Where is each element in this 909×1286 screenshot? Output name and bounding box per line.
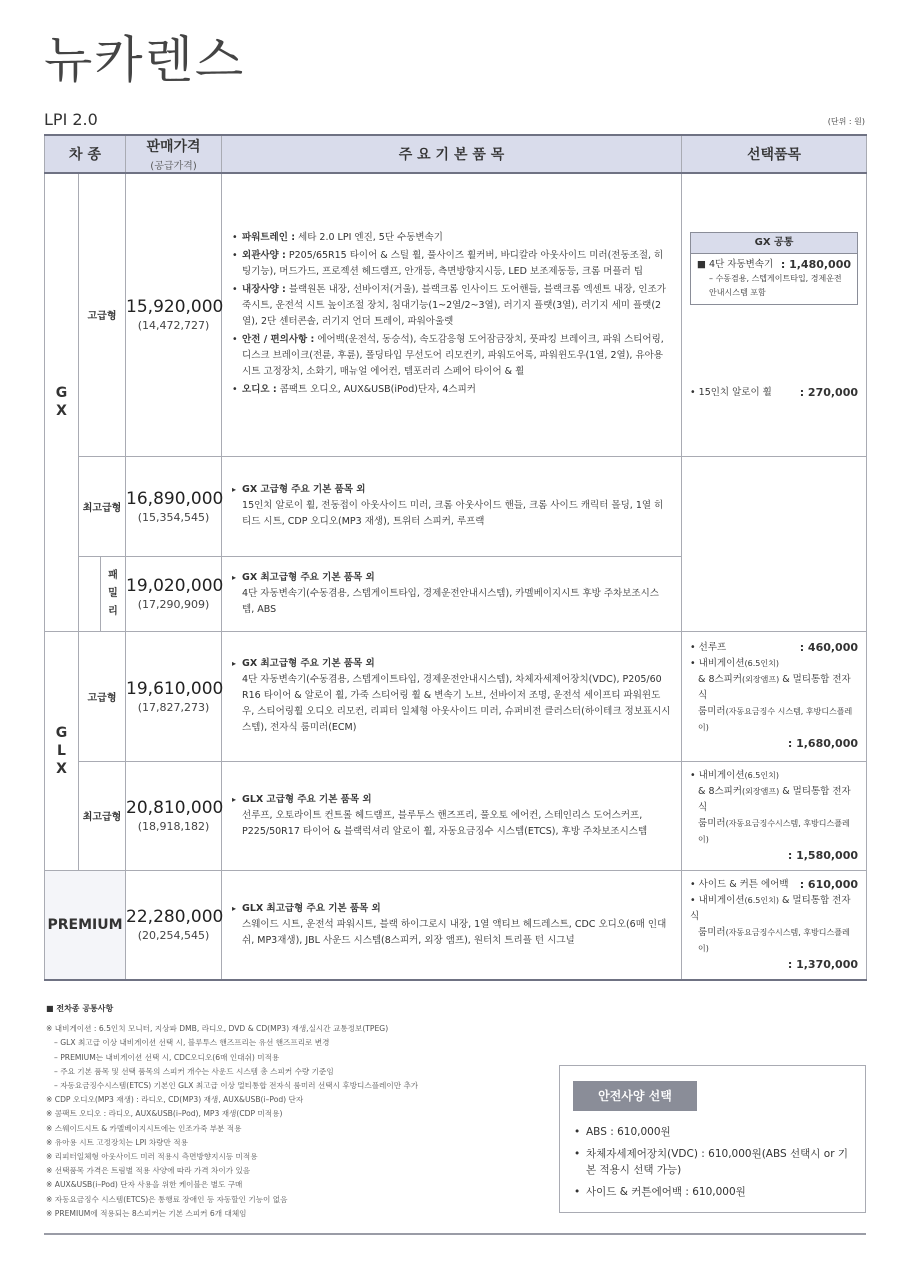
note-line: ※ 콤팩트 오디오 : 라디오, AUX&USB(i–Pod), MP3 재생(CDP 미적용) [46, 1109, 283, 1119]
note-line: – PREMIUM는 내비게이션 선택 시, CDC오디오(6매 인대쉬) 미적용 [54, 1052, 280, 1062]
supply-price: (18,918,182) [137, 820, 210, 833]
trim-cell-family: 패 밀 리 [101, 556, 126, 631]
note-line: ※ 선택품목 가격은 트림별 적용 사양에 따라 가격 차이가 있음 [46, 1166, 251, 1176]
nav-total-price: : 1,370,000 [787, 957, 859, 971]
list-item: • 내장사양 : 블랙원톤 내장, 선바이저(거울), 블랙크롬 인사이드 도어핸들, 블랙크롬 엑센트 내장, 인조가죽시트, 운전석 시트 높이조절 장치, 침대기능(1~2열/2~3열), 러기지 플랫(3열), 러기지 세미 플랫(2열), 2단 센터콘솔, 러기지 언더 트레이, 파워아울렛 [232, 282, 671, 330]
options-cell: • 내비게이션(6.5인치) & 8스피커(외장앰프) & 멀티통합 전자식 룸미러(자동요금징수시스템, 후방디스플레이) : 1,580,000 [682, 761, 867, 870]
header-options: 선택품목 [682, 135, 867, 173]
sunroof-price: : 460,000 [799, 641, 859, 654]
supply-price: (20,254,545) [137, 929, 210, 943]
note-line: ※ 리피터일체형 아웃사이드 미러 적용시 측면방향지시등 미적용 [46, 1152, 258, 1162]
curtain-airbag-price: : 610,000 [799, 877, 859, 891]
items-head: ▸ GX 최고급형 주요 기본 품목 외 [232, 656, 671, 672]
note-line: – GLX 최고급 이상 내비게이션 선택 시, 블루투스 핸즈프리는 유선 핸즈프리로 변경 [54, 1038, 330, 1048]
note-line: ※ CDP 오디오(MP3 재생) : 라디오, CD(MP3) 재생, AUX&USB(i–Pod) 단자 [46, 1095, 304, 1105]
sunroof-option: • 선루프 [690, 642, 727, 653]
trim-cell: 고급형 [79, 631, 126, 761]
table-row [45, 456, 867, 556]
curtain-airbag-option: • 사이드 & 커튼 에어백 [690, 878, 789, 890]
list-item: • 사이드 & 커튼에어백 : 610,000원 [574, 1184, 855, 1200]
note-line: – 주요 기본 품목 및 선택 품목의 스피커 개수는 사운드 시스템 총 스피커 수량 기준임 [54, 1066, 334, 1076]
supply-price: (14,472,727) [137, 319, 210, 333]
sale-price: 16,890,000 [126, 488, 224, 509]
price-cell [126, 173, 222, 456]
price-cell [126, 761, 222, 870]
table-row [45, 173, 867, 456]
list-item: • ABS : 610,000원 [574, 1124, 855, 1140]
options-cell: • 사이드 & 커튼 에어백 : 610,000 • 내비게이션(6.5인치) & 멀티통합 전자식 룸미러(자동요금징수시스템, 후방디스플레이) : 1,370,000 [682, 870, 867, 980]
engine-subtitle: LPI 2.0 [44, 110, 98, 129]
nav-option: • 내비게이션 [690, 769, 745, 781]
model-premium: PREMIUM [45, 870, 126, 980]
items-body: 4단 자동변속기(수동겸용, 스텝게이트타입, 경제운전안내시스템), 카멜베이지시트 후방 주차보조시스템, ABS [242, 587, 659, 615]
nav-total-price: : 1,680,000 [787, 737, 859, 750]
model-gx: G X [45, 173, 79, 631]
supply-price: (15,354,545) [137, 510, 210, 524]
options-cell: • 선루프 : 460,000 • 내비게이션(6.5인치) & 8스피커(외장앰프) & 멀티통합 전자식 룸미러(자동요금징수 시스템, 후방디스플레이) : 1,680,000 [682, 631, 867, 761]
sale-price: 22,280,000 [126, 907, 224, 928]
price-table [44, 134, 867, 981]
model-glx: G L X [45, 631, 79, 870]
options-cell-empty [682, 456, 867, 631]
safety-title: 안전사양 선택 [573, 1081, 697, 1111]
list-item: • 파워트레인 : 세타 2.0 LPI 엔진, 5단 수동변속기 [232, 230, 671, 246]
table-row [45, 761, 867, 870]
list-item: • 오디오 : 콤팩트 오디오, AUX&USB(iPod)단자, 4스피커 [232, 382, 671, 398]
items-cell [222, 631, 682, 761]
list-item: • 외관사양 : P205/65R15 타이어 & 스틸 휠, 풀사이즈 휠커버, 바디칼라 아웃사이드 미러(전동조절, 히팅기능), 머드가드, 프로젝션 헤드램프, 안개등, 측면방향지시등, LED 보조제동등, 크롬 머플러 팁 [232, 248, 671, 280]
supply-price: (17,827,273) [137, 700, 210, 714]
table-row [45, 870, 867, 980]
supply-price: (17,290,909) [137, 598, 210, 611]
price-cell [126, 631, 222, 761]
gx-wheel-option: • 15인치 알로이 휠 [690, 387, 772, 399]
gx-wheel-price: : 270,000 [799, 386, 859, 400]
items-head: ▸ GLX 최고급형 주요 기본 품목 외 [232, 901, 671, 917]
note-line: – 자동요금징수시스템(ETCS) 기본인 GLX 최고급 이상 멀티통합 전자식 룸미러 선택시 후방디스플레이만 추가 [54, 1081, 419, 1091]
gx-common-item: ■ 4단 자동변속기 [697, 259, 774, 271]
header-trim: 차 종 [45, 135, 126, 173]
header-items: 주 요 기 본 품 목 [222, 135, 682, 173]
trim-cell: 고급형 [79, 173, 126, 456]
items-body: 선루프, 오토라이트 컨트롤 헤드램프, 블루투스 핸즈프리, 풀오토 에어컨, 스테인리스 도어스커프, P225/50R17 타이어 & 블랙럭셔리 알로이 휠, 자동요금징수 시스템(ETCS), 후방 주차보조시스템 [242, 809, 648, 837]
table-row [45, 631, 867, 761]
list-item: • 차체자세제어장치(VDC) : 610,000원(ABS 선택시 or 기본 적용시 선택 가능) [574, 1146, 855, 1178]
note-line: ※ 유아용 시트 고정장치는 LPI 차량만 적용 [46, 1137, 188, 1147]
note-line: ※ PREMIUM에 적용되는 8스피커는 기본 스피커 6개 대체임 [46, 1208, 247, 1218]
bottom-divider [44, 1233, 866, 1235]
trim-cell: 최고급형 [79, 761, 126, 870]
trim-indent [79, 556, 101, 631]
header-price-sub: (공급가격) [150, 161, 197, 172]
items-cell [222, 761, 682, 870]
gx-common-title: GX 공통 [691, 233, 857, 254]
gx-common-price: : 1,480,000 [780, 258, 852, 272]
note-line: ※ 내비게이션 : 6.5인치 모니터, 지상파 DMB, 라디오, DVD & CD(MP3) 재생,실시간 교통정보(TPEG) [46, 1024, 389, 1034]
items-body: 스웨이드 시트, 운전석 파워시트, 블랙 하이그로시 내장, 1열 액티브 헤드레스트, CDC 오디오(6매 인대쉬, MP3재생), JBL 사운드 시스템(8스피커, 외장 앰프), 원터치 트리플 턴 시그널 [242, 918, 667, 946]
price-cell [126, 870, 222, 980]
items-cell [222, 870, 682, 980]
nav-option: • 내비게이션 [690, 894, 745, 906]
note-line: ※ 스웨이드시트 & 카멜베이지시트에는 인조가죽 부분 적용 [46, 1123, 242, 1133]
notes-heading: ■ 전차종 공통사항 [46, 1002, 546, 1016]
note-line: ※ AUX&USB(i–Pod) 단자 사용을 위한 케이블은 별도 구매 [46, 1180, 243, 1190]
items-cell [222, 556, 682, 631]
sale-price: 19,020,000 [126, 576, 224, 596]
items-head: ▸ GLX 고급형 주요 기본 품목 외 [232, 792, 671, 808]
header-price: 판매가격 (공급가격) [126, 135, 222, 173]
sale-price: 20,810,000 [126, 798, 224, 818]
nav-total-price: : 1,580,000 [787, 848, 859, 862]
items-body: 4단 자동변속기(수동겸용, 스텝게이트타입, 경제운전안내시스템), 차체자세제어장치(VDC), P205/60 R16 타이어 & 알로이 휠, 가죽 스티어링 휠 & 변속기 노브, 선바이저 조명, 운전석 세이프티 파워윈도우, 스티어링휠 오디오 리모컨, 리피터 일체형 아웃사이드 미러, 슈퍼비전 클러스터(하이테크 정보표시시스템), 전자식 룸미러(ECM) [242, 674, 671, 733]
items-cell [222, 173, 682, 456]
page-title: 뉴카렌스 [44, 31, 246, 89]
safety-options-box [559, 1065, 866, 1213]
unit-label: (단위 : 원) [827, 117, 865, 126]
items-head: ▸ GX 최고급형 주요 기본 품목 외 [232, 570, 671, 586]
trim-cell: 최고급형 [79, 456, 126, 556]
gx-common-box [690, 232, 858, 305]
items-head: ▸ GX 고급형 주요 기본 품목 외 [232, 482, 671, 498]
safety-list [574, 1124, 855, 1206]
table-header-row [45, 135, 867, 173]
note-line: ※ 자동요금징수 시스템(ETCS)은 통행료 장애인 등 자동할인 기능이 없음 [46, 1194, 288, 1204]
gx-common-note: – 수동겸용, 스텝게이트타입, 경제운전 안내시스템 포함 [709, 274, 842, 298]
sale-price: 19,610,000 [126, 678, 224, 699]
nav-option: • 내비게이션 [690, 658, 745, 669]
common-notes [46, 1002, 546, 1221]
options-cell [682, 173, 867, 456]
list-item: • 안전 / 편의사항 : 에어백(운전석, 동승석), 속도감응형 도어잠금장치, 풋파킹 브레이크, 파워 스티어링, 디스크 브레이크(전륜, 후륜), 폴딩타입 무선도어 리모컨키, 파워도어록, 파워윈도우(1열, 2열), 유아용 시트 고정장치, 소화기, 매뉴얼 에어컨, 템포러리 스페어 타이어 & 휠 [232, 332, 671, 380]
sale-price: 15,920,000 [126, 297, 224, 318]
price-cell [126, 556, 222, 631]
price-cell [126, 456, 222, 556]
items-body: 15인치 알로이 휠, 전동접이 아웃사이드 미러, 크롬 아웃사이드 핸들, 크롬 사이드 캐릭터 몰딩, 1열 히티드 시트, CDP 오디오(MP3 재생), 트위터 스피커, 루프랙 [242, 500, 664, 527]
items-cell [222, 456, 682, 556]
